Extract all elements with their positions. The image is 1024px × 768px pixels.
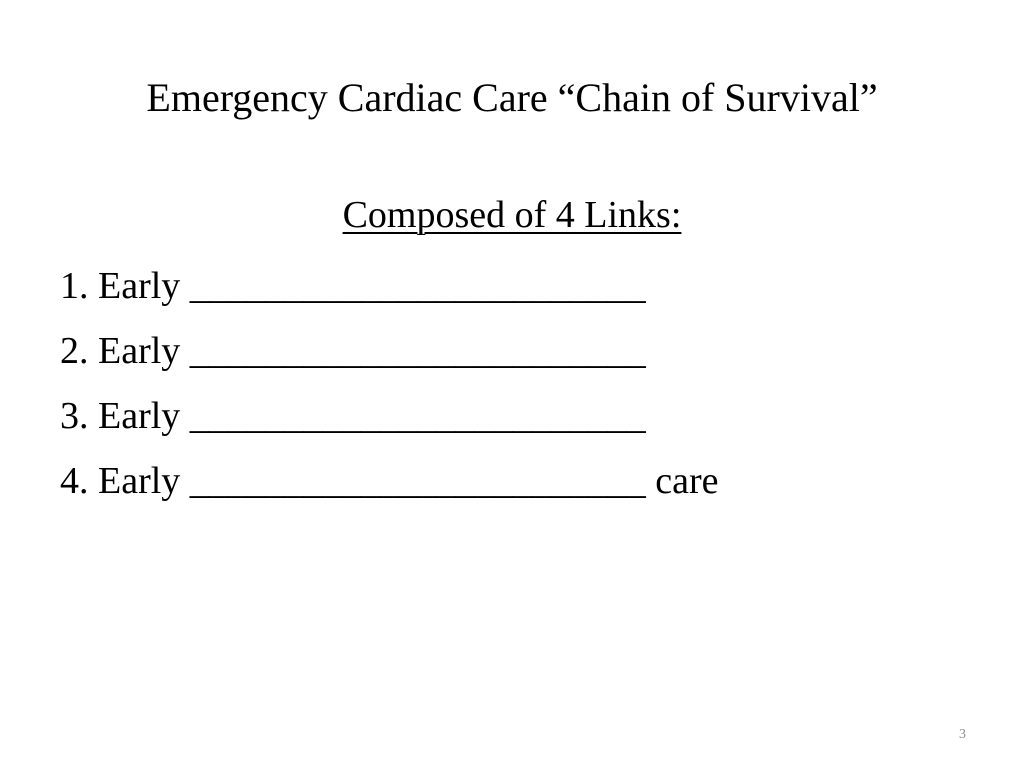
link-word: Early <box>98 395 181 437</box>
link-number: 1. <box>60 265 89 307</box>
list-item-link-1 <box>60 254 719 319</box>
link-word: Early <box>98 330 181 372</box>
subheading: Composed of 4 Links: <box>342 194 682 236</box>
list-item-link-4 <box>60 449 719 514</box>
link-number: 2. <box>60 330 89 372</box>
link-word: Early <box>98 460 181 502</box>
fill-in-blank: ________________________ <box>189 395 646 437</box>
link-number: 4. <box>60 460 89 502</box>
fill-in-blank: ________________________ <box>189 265 646 307</box>
list-item-link-2 <box>60 319 719 384</box>
fill-in-blank: ________________________ <box>189 330 646 372</box>
fill-in-blank: ________________________ <box>189 460 646 502</box>
chain-links-list <box>60 254 719 514</box>
page-number: 3 <box>959 727 966 742</box>
slide-title: Emergency Cardiac Care “Chain of Survival” <box>146 75 878 120</box>
link-suffix: care <box>655 460 719 502</box>
link-number: 3. <box>60 395 89 437</box>
list-item-link-3 <box>60 384 719 449</box>
link-word: Early <box>98 265 181 307</box>
